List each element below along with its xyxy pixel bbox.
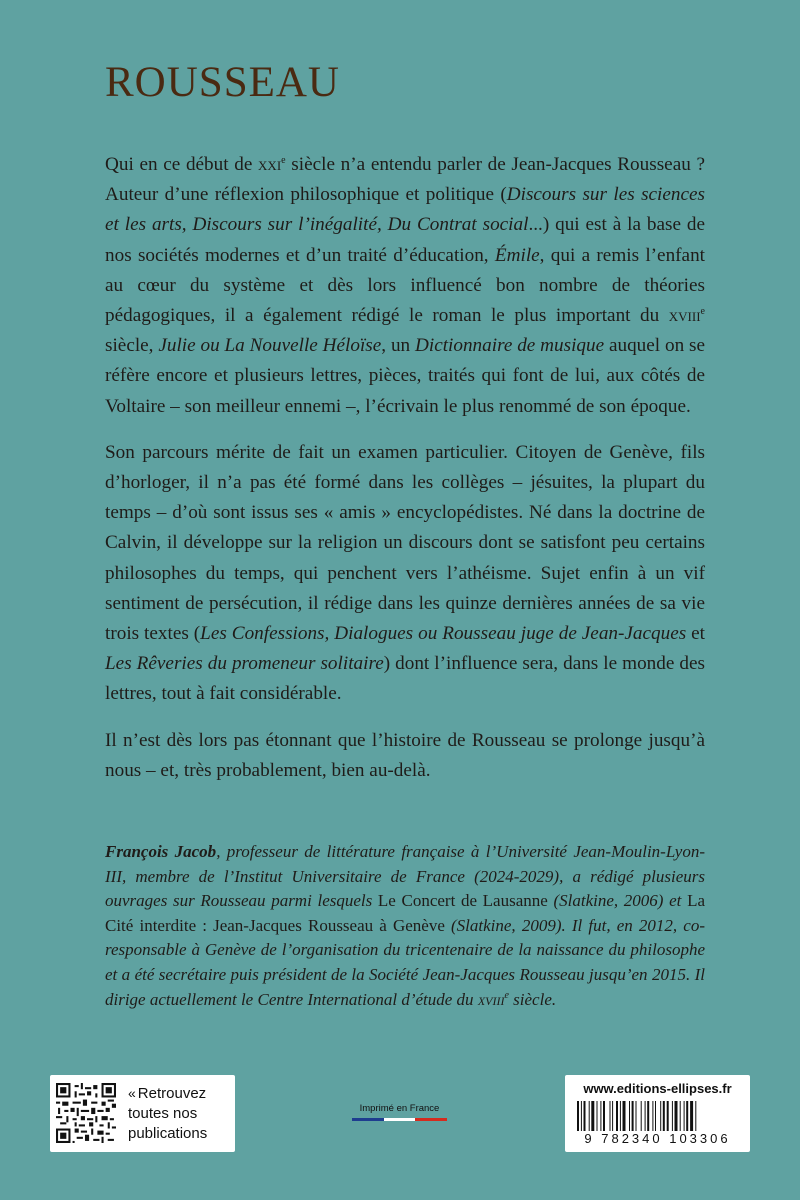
barcode-bar [684, 1101, 685, 1131]
qr-caption[interactable]: « Retrouvez toutes nos publications [128, 1085, 208, 1142]
barcode-bar [641, 1101, 642, 1131]
barcode-bar [672, 1101, 673, 1131]
barcode-bar [600, 1101, 601, 1131]
barcode-icon [577, 1101, 738, 1131]
barcode-bar [584, 1101, 586, 1131]
barcode-bar [577, 1101, 579, 1131]
printed-in-france: Imprimé en France [352, 1103, 447, 1121]
author-bio: François Jacob, professeur de littérature française à l’Université Jean-Moulin-Lyon-III, membre de l’Institut Universitaire de France (2024-2029), a rédigé plusieurs ouvrages sur Rousseau parmi lesquels Le Concert de Lausanne (Slatkine, 2006) et La Cité interdite : Jean-Jacques Rousseau à Genève (Slatkine, 2009). Il fut, en 2012, co-responsable à Genève de l’organisation du tricentenaire de la naissance du philosophe et a été secrétaire puis président de la Société Jean-Jacques Rousseau jusqu’en 2015. Il dirige actuellement le Centre International d’étude du xviii$^e$ siècle. [105, 842, 705, 1009]
barcode-bar [620, 1101, 621, 1131]
barcode-bar [589, 1101, 590, 1131]
barcode-bar [690, 1101, 693, 1131]
barcode-bar [663, 1101, 665, 1131]
barcode-bar [597, 1101, 598, 1131]
barcode-bar [629, 1101, 630, 1131]
barcode-bar [680, 1101, 681, 1131]
barcode-bar [645, 1101, 646, 1131]
barcode-bar [603, 1101, 605, 1131]
isbn-number: 9 782340 103306 [584, 1131, 731, 1146]
barcode-bar [647, 1101, 649, 1131]
barcode-bar [695, 1101, 696, 1131]
barcode-bar [632, 1101, 634, 1131]
back-cover-text [105, 150, 705, 802]
barcode-bar [591, 1101, 594, 1131]
barcode-bar [652, 1101, 653, 1131]
book-title: ROUSSEAU [105, 59, 340, 106]
barcode-bar [581, 1101, 582, 1131]
barcode-bar [675, 1101, 678, 1131]
publisher-url[interactable]: www.editions-ellipses.fr [583, 1081, 732, 1096]
barcode-bar [655, 1101, 656, 1131]
barcode-bar [610, 1101, 611, 1131]
paragraph-2: Son parcours mérite de fait un examen particulier. Citoyen de Genève, fils d’horloger, il n’a pas été formé dans les collèges – jésuites, la plupart du temps – d’où sont issus ses « amis » encyclopédistes. Né dans la doctrine de Calvin, il développe sur la religion un discours dont se satisfont peu certains philosophes du temps, qui penchent vers l’athéisme. Sujet enfin à un vif sentiment de persécution, il rédige dans les quinze dernières années de sa vie trois textes (Les Confessions, Dialogues ou Rousseau juge de Jean-Jacques et Les Rêveries du promeneur solitaire) dont l’influence sera, dans le monde des lettres, tout à fait considérable. [105, 441, 705, 705]
barcode-bar [612, 1101, 613, 1131]
barcode-bar [660, 1101, 661, 1131]
barcode-bar [616, 1101, 618, 1131]
paragraph-3: Il n’est dès lors pas étonnant que l’histoire de Rousseau se prolonge jusqu’à nous – et, très probablement, bien au-delà. [105, 729, 705, 781]
qr-code-icon[interactable] [56, 1083, 116, 1143]
author-name: François Jacob [105, 842, 217, 861]
qr-panel[interactable] [50, 1075, 235, 1152]
french-flag-icon [352, 1118, 447, 1121]
double-chevron-icon: « [128, 1085, 136, 1101]
paragraph-1: Qui en ce début de xxi$^e$ siècle n’a entendu parler de Jean-Jacques Rousseau ? Auteur d’une réflexion philosophique et politique (Discours sur les sciences et les arts, Discours sur l’inégalité, Du Contrat social...) qui est à la base de nos sociétés modernes et d’un traité d’éducation, Émile, qui a remis l’enfant au cœur du système et dès lors influencé bon nombre de théories pédagogiques, il a également rédigé le roman le plus important du xviii$^e$ siècle, Julie ou La Nouvelle Héloïse, un Dictionnaire de musique auquel on se réfère encore et plusieurs lettres, pièces, traités qui font de lui, aux côtés de Voltaire – son meilleur ennemi –, l’écrivain le plus renommé de son époque. [105, 154, 706, 417]
barcode-bar [636, 1101, 637, 1131]
barcode-bar [667, 1101, 669, 1131]
barcode-bar [686, 1101, 688, 1131]
barcode-bar [623, 1101, 626, 1131]
barcode-panel [565, 1075, 750, 1152]
